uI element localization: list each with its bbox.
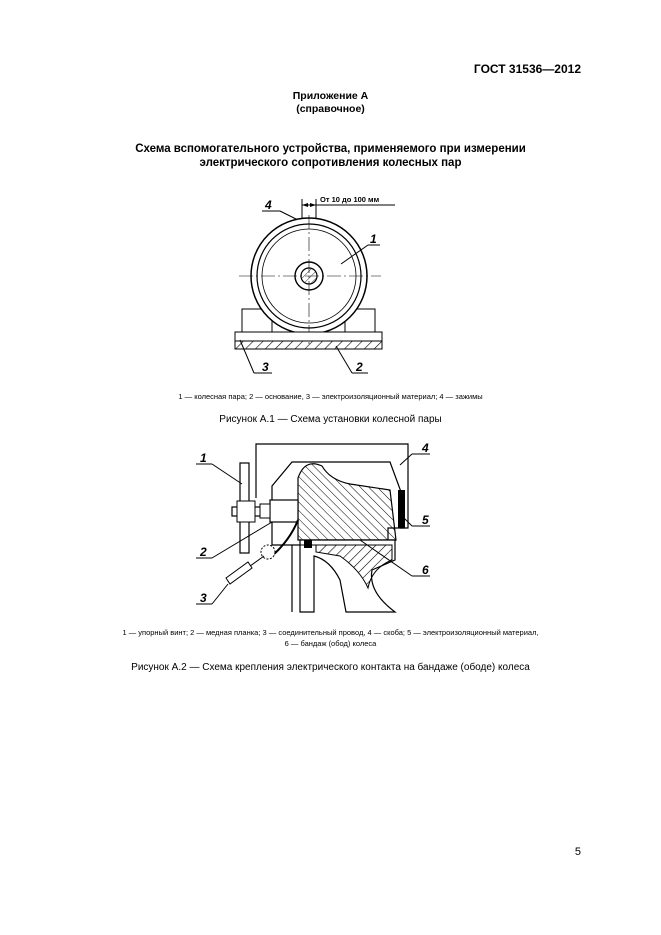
fig1-label-4: 4 [265,198,272,212]
fig1-label-1: 1 [370,232,377,246]
fig2-copper-plate [270,500,298,522]
fig1-base [235,341,382,349]
appendix-title: Приложение А [292,90,369,102]
appendix-subtitle: (справочное) [296,103,365,115]
section-title-line1: Схема вспомогательного устройства, применяемого при измерении [135,143,526,155]
page-number: 5 [574,846,581,858]
fig1-insulation-plate [235,332,382,341]
figure-a2-legend-line2: 6 — бандаж (обод) колеса [284,639,377,648]
fig2-label-1: 1 [200,451,207,465]
fig2-label-4: 4 [422,441,429,455]
section-title-line2: электрического сопротивления колесных пар [199,157,462,169]
fig2-label-5: 5 [422,513,429,527]
figure-a1-legend: 1 — колесная пара; 2 — основание, 3 — электроизоляционный материал; 4 — зажимы [178,392,483,401]
figure-a1-caption: Рисунок А.1 — Схема установки колесной пары [219,414,442,425]
fig2-insulation [398,490,405,528]
figure-a2-caption: Рисунок А.2 — Схема крепления электрического контакта на бандаже (ободе) колеса [131,662,530,673]
fig2-label-6: 6 [422,563,429,577]
document-header: ГОСТ 31536—2012 [473,62,581,76]
figure-a2-legend-line1: 1 — упорный винт; 2 — медная планка; 3 — соединительный провод, 4 — скоба; 5 — электроизоляционный материал, [122,628,539,637]
fig1-label-2: 2 [356,360,363,374]
fig1-label-3: 3 [262,360,269,374]
fig2-label-2: 2 [200,545,207,559]
fig2-label-3: 3 [200,591,207,605]
figure-a2-legend [0,627,661,649]
fig1-dimension-label: От 10 до 100 мм [320,195,380,204]
fig2-wire-plug [226,562,252,584]
